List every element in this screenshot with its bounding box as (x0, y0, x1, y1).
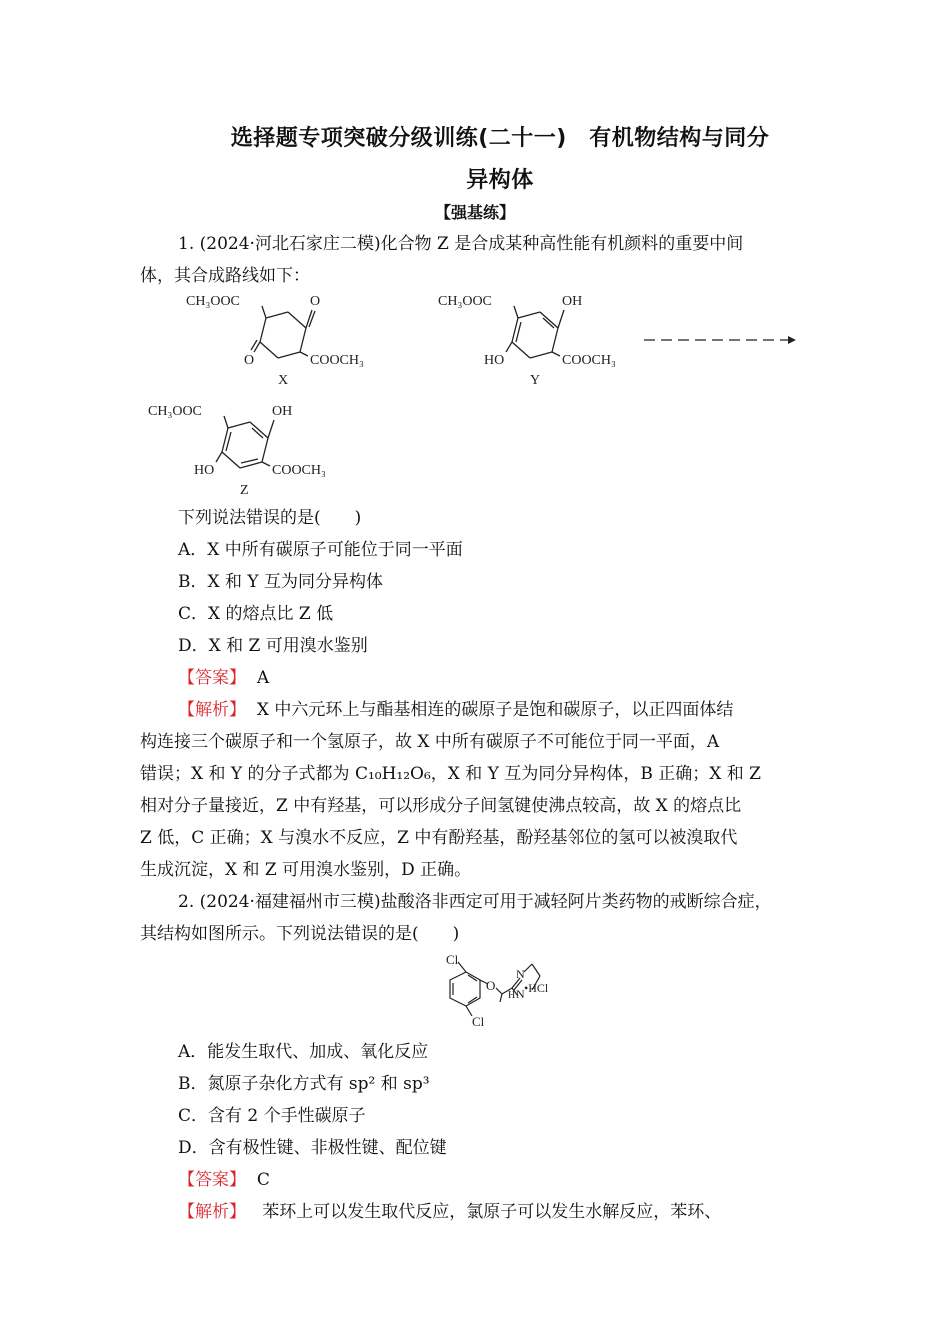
q1-number: 1. (2024· (178, 234, 255, 254)
z-substituent-ester-top: CH₃OOC (148, 404, 202, 419)
document-title-line-2: 异构体 (466, 168, 534, 193)
q2-number: 2. (2024· (178, 892, 255, 912)
q2-analysis-line-1 (178, 1196, 818, 1228)
q2-stem-line-2: 其结构如图所示。下列说法错误的是( ) (140, 924, 460, 944)
q1-analysis-line-5: Z 低，C 正确；X 与溴水不反应，Z 中有酚羟基，酚羟基邻位的氢可以被溴取代 (140, 828, 738, 848)
molecule-y-structure (432, 290, 652, 390)
q1-answer-row (178, 662, 858, 694)
imine-nitrogen: N (516, 967, 525, 981)
q2-answer-value: C (256, 1170, 270, 1190)
q2-option-a: A．能发生取代、加成、氧化反应 (178, 1042, 429, 1062)
q2-option-d: D．含有极性键、非极性键、配位键 (178, 1138, 447, 1158)
y-substituent-hydroxyl-bottom: HO (484, 353, 505, 368)
amine-nitrogen: N (516, 987, 525, 1001)
q1-analysis-line-3: 错误；X 和 Y 的分子式都为 C₁₀H₁₂O₆，X 和 Y 互为同分异构体，B 正确；X 和 Z (140, 764, 761, 784)
q1-stem-line-1 (178, 228, 858, 260)
q2-answer-label: 【答案】 (178, 1170, 246, 1190)
molecule-y-label: Y (530, 373, 541, 388)
q2-source: 福建福州市三模 (254, 892, 374, 912)
hydrochloride-label: •HCl (524, 981, 549, 995)
q1-option-b: B．X 和 Y 互为同分异构体 (178, 572, 384, 592)
q2-analysis-text-1: 苯环上可以发生取代反应，氯原子可以发生水解反应，苯环、 (262, 1202, 722, 1222)
q1-option-d: D．X 和 Z 可用溴水鉴别 (178, 636, 368, 656)
chlorine-top: Cl (446, 952, 459, 967)
q1-answer-label: 【答案】 (178, 668, 246, 688)
section-label: 【强基练】 (434, 203, 515, 222)
chlorine-bottom: Cl (472, 1014, 485, 1029)
document-title-line-1: 选择题专项突破分级训练(二十一) 有机物结构与同分 (230, 126, 770, 151)
molecule-x-structure (180, 290, 400, 390)
q1-analysis-label: 【解析】 (178, 700, 246, 720)
q1-analysis-line-6: 生成沉淀，X 和 Z 可用溴水鉴别，D 正确。 (140, 860, 472, 880)
molecule-x-label: X (278, 373, 289, 388)
molecule-z-label: Z (240, 483, 249, 498)
q2-answer-row (178, 1164, 858, 1196)
reaction-arrow (642, 332, 798, 348)
q1-prompt: 下列说法错误的是( ) (178, 508, 362, 528)
q1-option-c: C．X 的熔点比 Z 低 (178, 604, 334, 624)
y-substituent-hydroxyl-top: OH (562, 294, 583, 309)
q2-option-c: C．含有 2 个手性碳原子 (178, 1106, 366, 1126)
q2-option-b: B．氮原子杂化方式有 sp² 和 sp³ (178, 1074, 430, 1094)
q1-stem-a: )化合物 Z 是合成某种高性能有机颜料的重要中间 (373, 234, 744, 254)
molecule-lofexidine-structure (428, 950, 568, 1032)
q1-answer-value: A (256, 668, 270, 688)
z-substituent-hydroxyl-top: OH (272, 404, 293, 419)
q2-stem-a: )盐酸洛非西定可用于减轻阿片类药物的戒断综合症， (373, 892, 772, 912)
q1-analysis-line-4: 相对分子量接近，Z 中有羟基，可以形成分子间氢键使沸点较高，故 X 的熔点比 (140, 796, 742, 816)
q2-analysis-label: 【解析】 (178, 1202, 246, 1222)
q1-stem-line-2: 体，其合成路线如下： (140, 266, 310, 286)
y-substituent-ester-bottom: COOCH₃ (562, 353, 616, 368)
z-substituent-ester-bottom: COOCH₃ (272, 463, 326, 478)
q1-analysis-text-1: X 中六元环上与酯基相连的碳原子是饱和碳原子，以正四面体结 (256, 700, 734, 720)
q1-option-a: A．X 中所有碳原子可能位于同一平面 (178, 540, 463, 560)
x-substituent-ketone-bottom: O (244, 353, 255, 368)
q1-analysis-line-2: 构连接三个碳原子和一个氢原子，故 X 中所有碳原子不可能位于同一平面，A (140, 732, 720, 752)
q1-analysis-line-1 (178, 694, 808, 726)
q1-source: 河北石家庄二模 (254, 234, 374, 254)
x-substituent-ketone-top: O (310, 294, 321, 309)
ether-oxygen: O (486, 978, 496, 993)
y-substituent-ester-top: CH₃OOC (438, 294, 492, 309)
x-substituent-ester-bottom: COOCH₃ (310, 353, 364, 368)
x-substituent-ester-top: CH₃OOC (186, 294, 240, 309)
q2-stem-line-1 (178, 886, 858, 918)
z-substituent-hydroxyl-bottom: HO (194, 463, 215, 478)
molecule-z-structure (142, 400, 362, 500)
amine-hydrogen: H (508, 990, 516, 1001)
